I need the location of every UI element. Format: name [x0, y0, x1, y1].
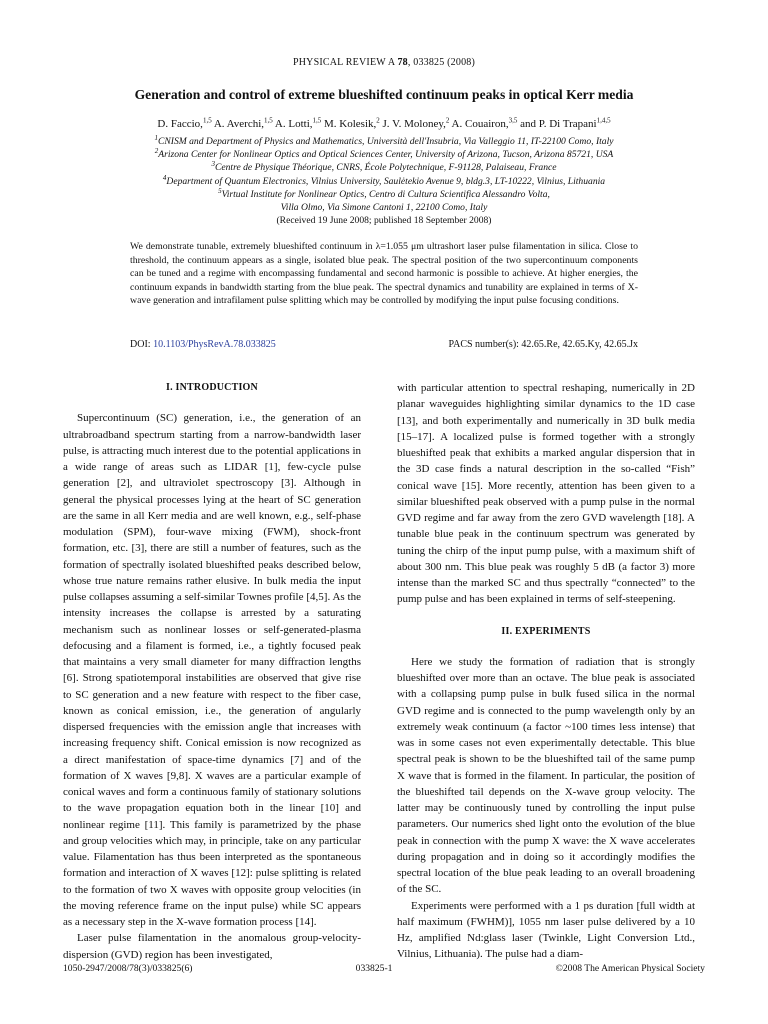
footer-copyright: ©2008 The American Physical Society — [555, 963, 705, 974]
pacs-numbers: PACS number(s): 42.65.Re, 42.65.Ky, 42.65.Jx — [448, 339, 638, 350]
affiliation-2: $^2$Arizona Center for Nonlinear Optics and Optical Sciences Center, University of Arizona, Tucson, Arizona 85721, USA — [154, 147, 614, 161]
author-list: D. Faccio,$^{1,5}$ A. Averchi,$^{1,5}$ A. Lotti,$^{1,5}$ M. Kolesik,$^2$ J. V. Moloney,$^2$ A. Couairon,$^{3,5}$ and P. Di Trapani$^{1,4,5}$ — [157, 116, 611, 130]
affiliations — [40, 135, 728, 227]
page-footer — [63, 963, 705, 974]
doi-pacs-line — [130, 339, 638, 350]
affiliation-5b: Villa Olmo, Via Simone Cantoni 1, 22100 Como, Italy — [280, 202, 488, 214]
journal-header: PHYSICAL REVIEW A 78, 033825 (2008) — [292, 57, 476, 68]
received-dates: (Received 19 June 2008; published 18 September 2008) — [276, 215, 492, 227]
intro-paragraph-2-cont: with particular attention to spectral reshaping, numerically in 2D planar waveguides highlighting similar dynamics to the 1D case [13], and both experimentally and numerically in 3D bulk media [15–17]. A localized pulse is formed together with a strongly blueshifted peak that exhibits a marked angular dispersion that in the 3D case finds a natural description in the so-called “Fish” conical wave [15]. More recently, attention has been given to a similar blueshifted peak observed with a pump pulse in the normal GVD regime and far away from the zero GVD wavelength [18]. A tunable blue peak in the continuum spectrum was generated by tuning the chirp of the input pump pulse, with a maximum shift of about 300 nm. This blue peak was roughly 5 dB (a factor 3) more intense than the marked SC and thus spectrally “connected” to the pump pulse and has been explained in terms of self-steepening. — [397, 382, 695, 606]
doi-link[interactable]: 10.1103/PhysRevA.78.033825 — [153, 339, 276, 350]
experiments-paragraph-2: Experiments were performed with a 1 ps duration [full width at half maximum (FWHM)], 1055 nm laser pulse delivered by a 10 Hz, amplified Nd:glass laser (Twinkle, Light Conversion Ltd., Vilnius, Lithuania). The pulse had a diam- — [397, 899, 695, 961]
doi: DOI: 10.1103/PhysRevA.78.033825 — [130, 339, 276, 350]
experiments-paragraph-1: Here we study the formation of radiation that is strongly blueshifted over more than an octave. The blue peak is associated with a collapsing pump pulse in bulk fused silica in the normal GVD regime and is connected to the pump wavelength only by an extremely weak continuum (a factor ~100 times less intense) that was in some cases not even experimentally detectable. This blue spectral peak is shown to be the blueshifted tail of the same pump X wave that is formed in the filament. In particular, the position of the blueshifted tail depends on the X-wave group velocity. The latter may be continuously tuned by controlling the input pulse parameters. Our numerics shed light onto the evolution of the blue peak in connection with the pump X wave: the X wave accelerates during propagation and in doing so it accordingly modifies the spectral location of the blue peak leading to an overall broadening of the SC. — [397, 655, 695, 896]
left-column — [63, 380, 361, 963]
paper-title: Generation and control of extreme blueshifted continuum peaks in optical Kerr media — [134, 87, 634, 102]
right-column — [397, 380, 695, 963]
footer-page-number: 033825-1 — [355, 963, 393, 974]
abstract: We demonstrate tunable, extremely blueshifted continuum in λ=1.055 μm ultrashort laser pulse filamentation in silica. Close to threshold, the continuum appears as a single, isolated blue peak. The spectral position of the two supercontinuum components can be tuned and a regime with encompassing fundamental and second harmonic is possible to achieve. At higher energies, the continuum expands in bandwidth starting from the blue peak. The spectral dynamics and tunability are explained in terms of X-wave generation and intrafilament pulse splitting which may be controlled by modifying the input pulse focusing conditions. — [130, 241, 638, 306]
intro-paragraph-2-start: Laser pulse filamentation in the anomalous group-velocity-dispersion (GVD) region has been investigated, — [63, 932, 361, 961]
affiliation-1: $^1$CNISM and Department of Physics and Mathematics, Università dell'Insubria, Via Valleggio 11, IT-22100 Como, Italy — [154, 133, 614, 147]
affiliation-4: $^4$Department of Quantum Electronics, Vilnius University, Saulėtekio Avenue 9, bldg.3, LT-10222, Vilnius, Lithuania — [162, 173, 606, 187]
footer-issn: 1050-2947/2008/78(3)/033825(6) — [63, 963, 193, 974]
affiliation-5: $^5$Virtual Institute for Nonlinear Optics, Centro di Cultura Scientifica Alessandro Volta, — [218, 186, 550, 200]
intro-paragraph-1: Supercontinuum (SC) generation, i.e., the generation of an ultrabroadband spectrum starting from a narrow-bandwidth laser pulse, is attracting much interest due to the potential applications in a wide range of areas such as LIDAR [1], few-cycle pulse generation [2], and ultraviolet spectroscopy [3]. Although in general the physical processes lying at the heart of SC generation are the same in all Kerr media and are well known, e.g., self-phase modulation (SPM), four-wave mixing (FWM), shock-front formation, etc. [3], there are still a number of features, such as the formation of spectrally isolated blueshifted peaks described below, whose true nature remains rather elusive. In bulk media the input pulse collapses assuming a self-similar Townes profile [4,5]. As the intensity increases the collapse is arrested by a saturating mechanism such as nonlinear losses or self-generated-plasma defocusing and a filament is formed, i.e., a tightly focused peak that maintains a very small diameter for many diffraction lengths [6]. Strong spatiotemporal instabilities are observed that give rise to SC generation and a new feature with respect to the fiber case, known as conical emission, i.e., the generation of angularly dispersed frequencies with the emission angle that increases with increasing frequency shift. Conical emission is now recognized as a direct manifestation of space-time dynamics [7] and of the formation of X waves [9,8]. X waves are a particular example of conical waves and form a continuous family of stationary solutions to the wave propagation equation both in the linear [10] and nonlinear regime [11]. This family is parametrized by the phase and group velocities which may, in principle, take on any particular value. Filamentation has thus been interpreted as the spontaneous formation and interaction of X waves [12]: pulse splitting is related to the formation of two X waves with opposite group velocities (in the moving reference frame on the input pulse) while SC appears as a necessary step in the X-wave formation process [14]. — [63, 412, 361, 928]
affiliation-3: $^3$Centre de Physique Théorique, CNRS, École Polytechnique, F-91128, Palaiseau, France — [211, 160, 557, 174]
section-heading-introduction: I. INTRODUCTION — [166, 382, 258, 393]
section-heading-experiments: II. EXPERIMENTS — [501, 625, 591, 637]
